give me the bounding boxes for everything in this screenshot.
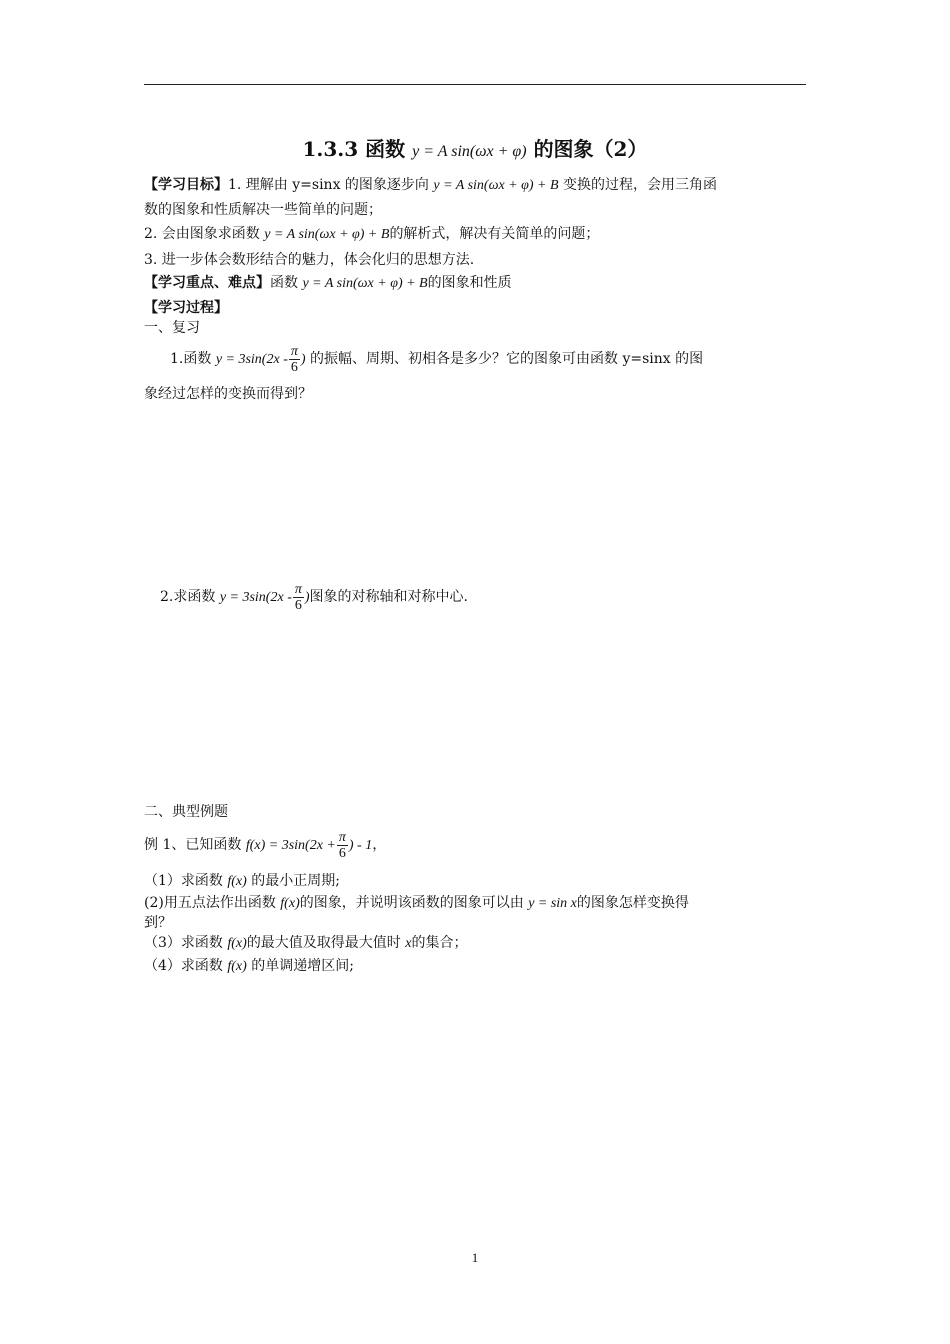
objective-item-3: 3. 进一步体会数形结合的魅力，体会化归的思想方法. xyxy=(144,252,475,268)
review-question-1-cont: 象经过怎样的变换而得到？ xyxy=(144,386,312,402)
review-heading: 一、复习 xyxy=(144,320,200,336)
key-points-formula: y = A sin(ωx + φ) + B xyxy=(302,276,428,291)
review-question-1 xyxy=(170,342,810,377)
example-1-part-2-cont: 到？ xyxy=(144,915,172,931)
key-points-text: 函数 xyxy=(270,275,298,291)
page-number: 1 xyxy=(471,1250,479,1265)
ex1-formula-a: f(x) = 3sin(2x + xyxy=(245,838,336,853)
objective-item-2 xyxy=(144,224,808,245)
p1-f: f(x) xyxy=(227,874,247,889)
example-1-part-4 xyxy=(144,956,808,977)
p2-a: (2)用五点法作出函数 xyxy=(144,895,276,911)
title-suffix: 的图象（2） xyxy=(533,137,648,161)
p4-f: f(x) xyxy=(227,959,247,974)
q1-formula-a: y = 3sin(2x - xyxy=(215,352,288,367)
objective-item-1-cont: 数的图象和性质解决一些简单的问题； xyxy=(144,202,382,218)
example-1-part-1 xyxy=(144,871,808,892)
objective-2-rest: 的解析式，解决有关简单的问题； xyxy=(389,226,600,242)
p3-c: 的集合； xyxy=(411,935,468,951)
q1-prefix: 1.函数 xyxy=(170,351,212,367)
p2-f2: y = sin x xyxy=(528,896,577,911)
page-title xyxy=(0,133,950,162)
review-question-2 xyxy=(160,580,800,615)
objective-1-formula: y = A sin(ωx + φ) + B xyxy=(433,178,559,193)
q2-fraction xyxy=(293,582,304,613)
p2-f: f(x) xyxy=(280,896,300,911)
objective-item-1 xyxy=(144,175,808,196)
key-points xyxy=(144,273,808,294)
q2-formula-b: ) xyxy=(304,590,310,605)
q1-fraction xyxy=(289,344,300,375)
example-1-part-2 xyxy=(144,893,808,914)
ex1-frac-den: 6 xyxy=(338,845,346,861)
objective-1-text: 1. 理解由 y=sinx 的图象逐步向 xyxy=(228,177,429,193)
q2-frac-num: π xyxy=(294,581,302,597)
ex1-formula-b: ) - 1 xyxy=(348,838,373,853)
p3-a: （3）求函数 xyxy=(144,935,223,951)
p2-b: 的图象，并说明该函数的图象可以由 xyxy=(299,895,524,911)
ex1-frac-num: π xyxy=(338,829,346,845)
p1-a: （1）求函数 xyxy=(144,873,223,889)
example-1-part-3 xyxy=(144,933,808,954)
q2-frac-den: 6 xyxy=(294,597,302,613)
q2-rest: 图象的对称轴和对称中心. xyxy=(309,589,468,605)
header-rule xyxy=(144,84,806,85)
example-1 xyxy=(144,828,808,863)
p3-x: x xyxy=(405,936,412,951)
p1-b: 的最小正周期; xyxy=(251,873,340,889)
q1-rest: 的振幅、周期、初相各是多少？它的图象可由函数 y=sinx 的图 xyxy=(310,351,704,367)
ex1-fraction xyxy=(337,830,348,861)
objective-2-formula: y = A sin(ωx + φ) + B xyxy=(264,227,390,242)
p4-b: 的单调递增区间; xyxy=(251,958,354,974)
p3-b: 的最大值及取得最大值时 xyxy=(246,935,401,951)
q1-formula-b: ) xyxy=(300,352,306,367)
q1-frac-num: π xyxy=(290,343,298,359)
p4-a: （4）求函数 xyxy=(144,958,223,974)
p2-c: 的图象怎样变换得 xyxy=(576,895,689,911)
examples-heading: 二、典型例题 xyxy=(144,804,228,820)
objectives-label: 【学习目标】 xyxy=(144,177,228,193)
title-prefix: 1.3.3 函数 xyxy=(302,137,406,161)
key-points-label: 【学习重点、难点】 xyxy=(144,275,270,291)
p3-f: f(x) xyxy=(227,936,247,951)
objective-1-rest: 变换的过程，会用三角函 xyxy=(563,177,717,193)
process-label: 【学习过程】 xyxy=(144,300,228,316)
ex1-prefix: 例 1、已知函数 xyxy=(144,837,242,853)
q2-formula-a: y = 3sin(2x - xyxy=(219,590,292,605)
ex1-end: ， xyxy=(372,837,387,853)
key-points-rest: 的图象和性质 xyxy=(427,275,512,291)
q2-prefix: 2.求函数 xyxy=(160,589,216,605)
title-formula: y = A sin(ωx + φ) xyxy=(412,143,527,160)
objective-2-text: 2. 会由图象求函数 xyxy=(144,226,260,242)
q1-frac-den: 6 xyxy=(290,359,298,375)
